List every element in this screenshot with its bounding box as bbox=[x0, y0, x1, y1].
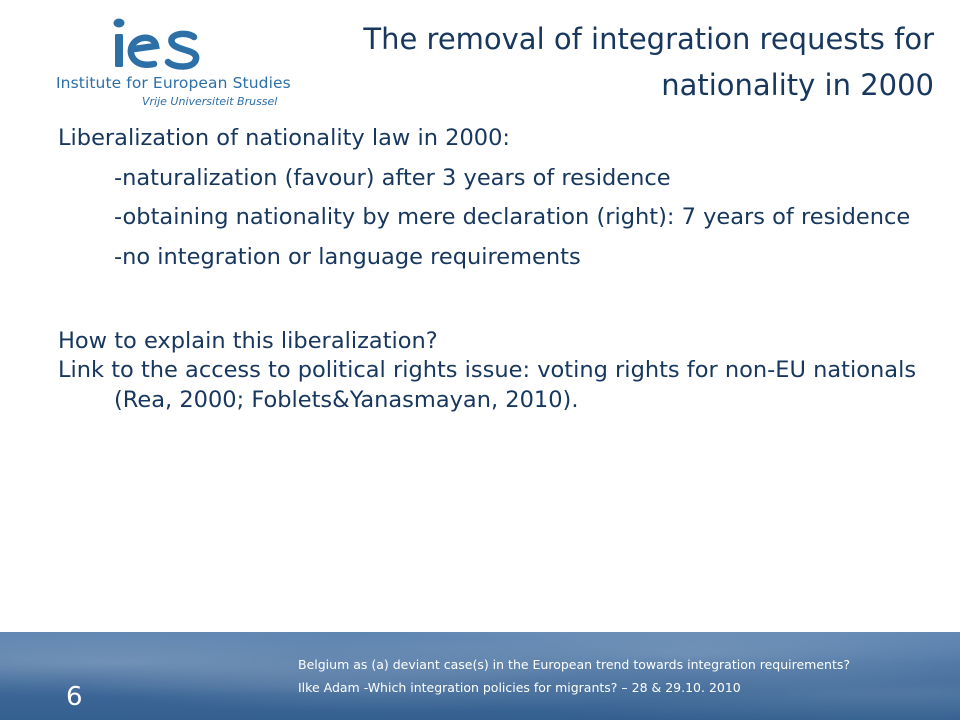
body-item-declaration: -obtaining nationality by mere declaration (right): 7 years of residence bbox=[114, 204, 911, 231]
body-item-no-requirements: -no integration or language requirements bbox=[114, 244, 581, 271]
logo-university-name: Vrije Universiteit Brussel bbox=[142, 95, 278, 108]
ies-logo bbox=[56, 16, 291, 108]
body-item-naturalization: -naturalization (favour) after 3 years of residence bbox=[114, 164, 671, 191]
footer-text bbox=[298, 656, 858, 696]
slide-footer bbox=[0, 632, 960, 720]
ies-logo-mark bbox=[110, 16, 202, 70]
slide-body bbox=[58, 124, 928, 416]
body-spacer bbox=[58, 283, 928, 327]
body-lead: Liberalization of nationality law in 2000: bbox=[58, 125, 510, 151]
page-number: 6 bbox=[66, 682, 83, 712]
body-link-paragraph: Link to the access to political rights issue: voting rights for non-EU nationals (Rea, 2000; Foblets&Yanasmayan, 2010). bbox=[58, 357, 917, 414]
slide-title: The removal of integration requests for nationality in 2000 bbox=[363, 22, 934, 102]
footer-presentation-title: Belgium as (a) deviant case(s) in the European trend towards integration requirements? bbox=[298, 657, 851, 672]
footer-author-event: Ilke Adam -Which integration policies for migrants? – 28 & 29.10. 2010 bbox=[298, 680, 741, 695]
logo-institute-name: Institute for European Studies bbox=[56, 74, 291, 92]
body-question: How to explain this liberalization? bbox=[58, 327, 438, 354]
ies-logo-graphic bbox=[110, 16, 202, 70]
